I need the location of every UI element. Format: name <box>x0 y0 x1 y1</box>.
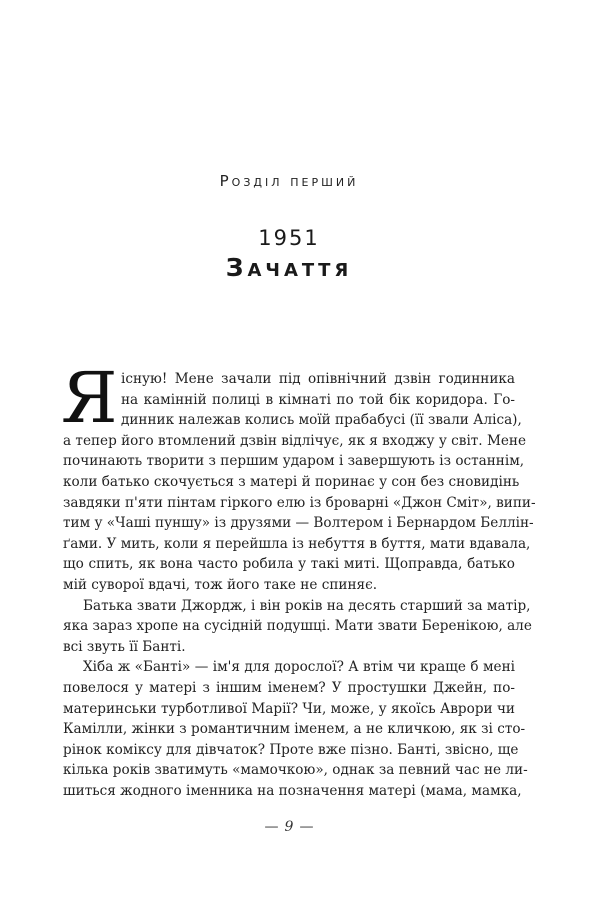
text-line: рінок коміксу для дівчаток? Проте вже пізно. Банті, звісно, ще <box>63 741 519 758</box>
dash-left: — <box>264 819 279 835</box>
text-line: існую! Мене зачали під опівнічний дзвін годинника <box>121 371 515 387</box>
chapter-label: Розділ перший <box>219 172 359 190</box>
text-line: кілька років зватимуть «мамочкою», однак за певний час не ли- <box>63 762 528 779</box>
page-number-value: 9 <box>284 819 294 835</box>
chapter-title: Зачаття <box>225 253 353 282</box>
page-number <box>0 819 578 835</box>
text-line: яка зараз хропе на сусідній подушці. Мати звати Беренікою, але <box>63 618 532 635</box>
text-line: ґами. У мить, коли я перейшла із небуття в буття, мати вдавала, <box>63 535 531 552</box>
text-line: всі звуть її Банті. <box>63 638 186 655</box>
text-line: материнськи турботливої Марії? Чи, може, у якоїсь Аврори чи <box>63 700 515 717</box>
dash-right: — <box>299 819 314 835</box>
text-line: Хіба ж «Банті» — ім'я для дорослої? А втім чи краще б мені <box>83 659 515 676</box>
chapter-year: 1951 <box>258 226 320 250</box>
text-line: мій суворої вдачі, тож його таке не спиняє. <box>63 576 378 593</box>
text-line: Батька звати Джордж, і він років на десять старший за матір, <box>83 597 531 614</box>
text-line: на камінній полиці в кімнаті по той бік коридора. Го- <box>121 391 515 408</box>
text-line: динник належав колись моїй прабабусі (її звали Аліса), <box>121 412 522 429</box>
text-line: а тепер його втомлений дзвін відлічує, як я входжу у світ. Мене <box>63 432 527 449</box>
text-line: тим у «Чаші пуншу» із друзями — Волтером і Бернардом Беллін- <box>63 515 534 532</box>
text-line: коли батько скочується з матері й поринає у сон без сновидінь <box>63 473 520 490</box>
chapter-body <box>61 357 536 801</box>
text-line: Камілли, жінки з романтичним іменем, а не кличкою, як зі сто- <box>63 721 526 738</box>
text-line: що спить, як вона часто робила у такі миті. Щоправда, батько <box>63 556 515 573</box>
drop-cap: Я <box>61 357 118 439</box>
text-line: шиться жодного іменника на позначення матері (мама, мамка, <box>63 782 522 799</box>
text-line: завдяки п'яти пінтам гіркого елю із броварні «Джон Сміт», випи- <box>63 494 536 511</box>
text-line: повелося у матері з іншим іменем? У простушки Джейн, по- <box>63 679 515 696</box>
text-line: починають творити з першим ударом і завершують із останнім, <box>63 453 525 470</box>
